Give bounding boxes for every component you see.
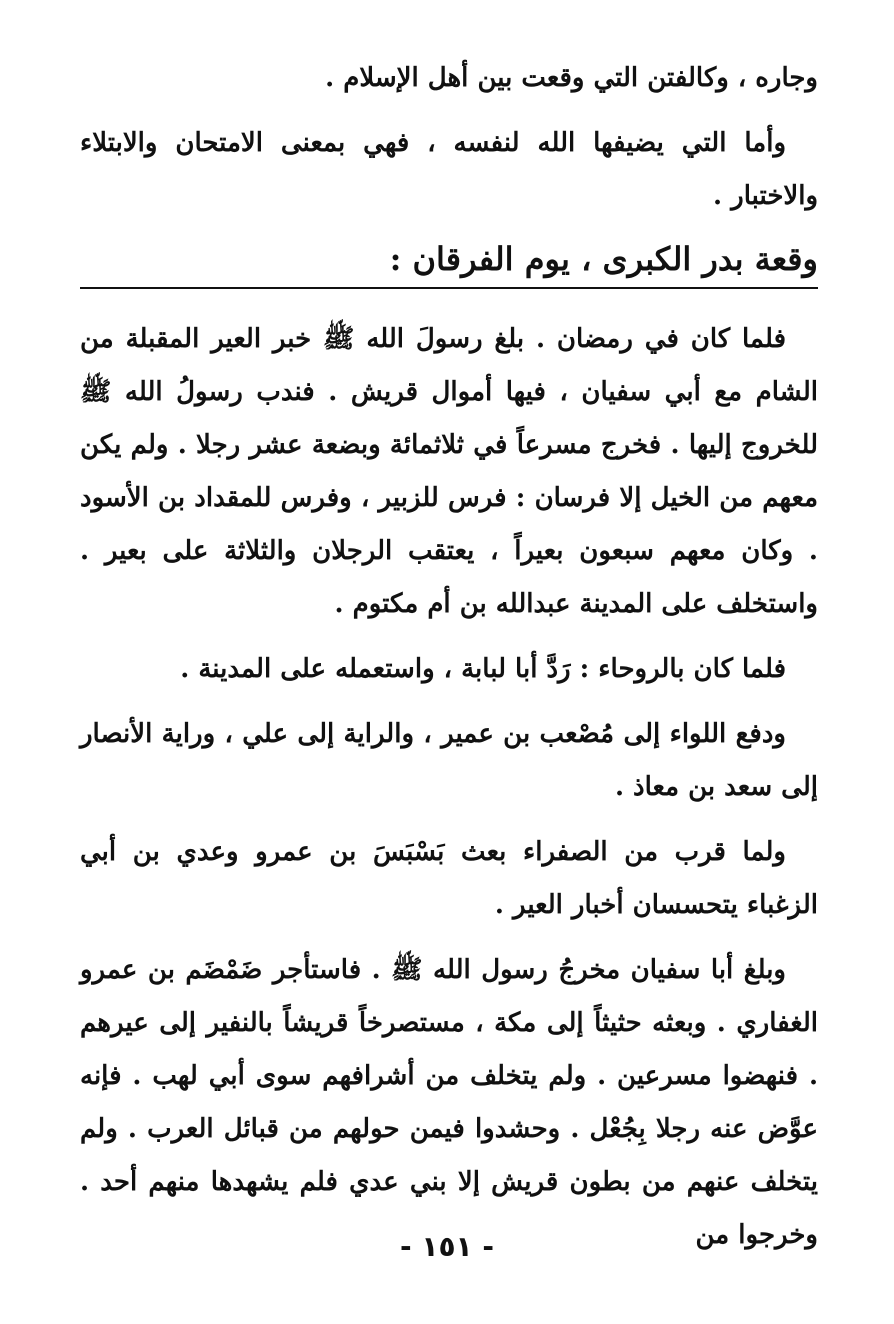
section-heading-container	[80, 235, 818, 289]
paragraph-continuation: وجاره ، وكالفتن التي وقعت بين أهل الإسلام .	[325, 63, 818, 93]
document-body	[80, 52, 818, 1274]
paragraph-banners: ودفع اللواء إلى مُصْعب بن عمير ، والراية إلى علي ، وراية الأنصار إلى سعد بن معاذ .	[80, 719, 818, 802]
paragraph-ramadan-departure: فلما كان في رمضان . بلغ رسولَ الله ﷺ خبر العير المقبلة من الشام مع أبي سفيان ، فيها أموال قريش . فندب رسولُ الله ﷺ للخروج إليها . فخرج مسرعاً في ثلاثمائة وبضعة عشر رجلا . ولم يكن معهم من الخيل إلا فرسان : فرس للزبير ، وفرس للمقداد بن الأسود . وكان معهم سبعون بعيراً ، يعتقب الرجلان والثلاثة على بعير . واستخلف على المدينة عبدالله بن أم مكتوم .	[80, 324, 818, 619]
paragraph-abu-sufyan: وبلغ أبا سفيان مخرجُ رسول الله ﷺ . فاستأجر ضَمْضَم بن عمرو الغفاري . وبعثه حثيثاً إلى مكة ، مستصرخاً قريشاً بالنفير إلى عيرهم . فنهضوا مسرعين . ولم يتخلف من أشرافهم سوى أبي لهب . فإنه عوَّض عنه رجلا بِجُعْل . وحشدوا فيمن حولهم من قبائل العرب . ولم يتخلف عنهم من بطون قريش إلا بني عدي فلم يشهدها منهم أحد . وخرجوا من	[80, 955, 818, 1250]
section-heading: وقعة بدر الكبرى ، يوم الفرقان :	[389, 240, 818, 278]
paragraph-trial-meaning: وأما التي يضيفها الله لنفسه ، فهي بمعنى الامتحان والابتلاء والاختبار .	[80, 128, 818, 211]
paragraph-rawha: فلما كان بالروحاء : رَدَّ أبا لبابة ، واستعمله على المدينة .	[180, 654, 786, 684]
page-number: - ١٥١ -	[399, 1230, 495, 1263]
paragraph-scouts: ولما قرب من الصفراء بعث بَسْبَسَ بن عمرو وعدي بن أبي الزغباء يتحسسان أخبار العير .	[80, 837, 818, 920]
